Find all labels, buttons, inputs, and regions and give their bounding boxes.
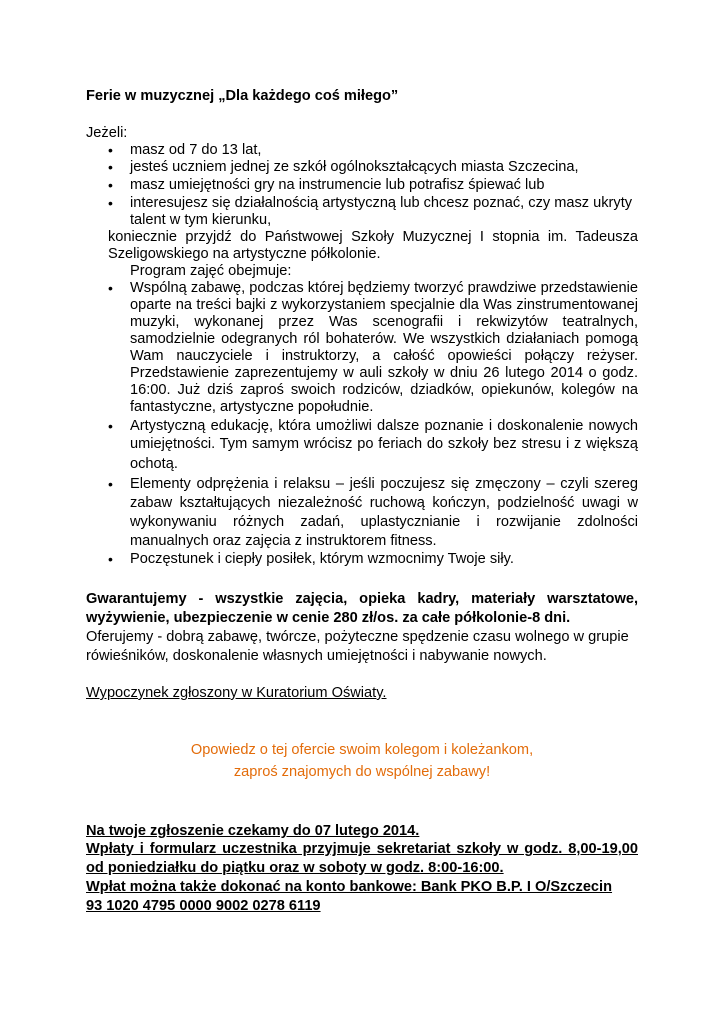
bullet-icon: • <box>108 195 113 211</box>
condition-item: jesteś uczniem jednej ze szkół ogólnokształcących miasta Szczecina, <box>130 159 579 175</box>
invitation-line: koniecznie przyjdź do Państwowej Szkoły Muzycznej I stopnia im. Tadeusza <box>108 229 638 245</box>
program-item-line: oparte na treści bajki z wykorzystaniem specjalnie dla Was zinstrumentowanej <box>130 297 638 313</box>
bullet-icon: • <box>108 476 113 492</box>
program-item-line: Poczęstunek i ciepły posiłek, którym wzmocnimy Twoje siły. <box>130 551 514 567</box>
intro-label: Jeżeli: <box>86 125 128 141</box>
callout-line: Opowiedz o tej ofercie swoim kolegom i koleżankom, <box>190 742 534 758</box>
invitation-line: Szeligowskiego na artystyczne półkolonie. <box>108 246 381 262</box>
offer-line: Oferujemy - dobrą zabawę, twórcze, pożyteczne spędzenie czasu wolnego w grupie <box>86 629 629 645</box>
program-item-line: samodzielnie odegranych ról bohaterów. We wszystkich działaniach pomogą <box>130 331 638 347</box>
program-item-line: manualnych oraz zajęcia z instruktorem fitness. <box>130 533 437 549</box>
program-item-line: Wspólną zabawę, podczas której będziemy tworzyć prawdziwe przedstawienie <box>130 280 638 296</box>
program-heading: Program zajęć obejmuje: <box>130 263 292 279</box>
program-item-line: Wam nauczyciele i instruktorzy, a całość opowieści połączy reżyser. <box>130 348 638 364</box>
program-item-line: 16:00. Już dziś zaproś swoich rodziców, dziadków, opiekunów, kolegów na <box>130 382 638 398</box>
program-item-line: muzyki, wykonanej przez Was scenografii i rekwizytów teatralnych, <box>130 314 638 330</box>
program-item-line: wykonywaniu różnych zadań, uplastycznianie i rozwijanie zdolności <box>130 514 638 530</box>
bullet-icon: • <box>108 159 113 175</box>
registration-line: od poniedziałku do piątku oraz w soboty w godz. 8:00-16:00. <box>86 860 504 876</box>
registration-line: Wpłaty i formularz uczestnika przyjmuje sekretariat szkoły w godz. 8,00-19,00 <box>86 841 638 857</box>
kuratorium-note: Wypoczynek zgłoszony w Kuratorium Oświaty. <box>86 685 387 701</box>
condition-item-continued: talent w tym kierunku, <box>130 212 272 228</box>
bullet-icon: • <box>108 418 113 434</box>
guarantee-line: Gwarantujemy - wszystkie zajęcia, opieka kadry, materiały warsztatowe, <box>86 591 638 607</box>
registration-line: Wpłat można także dokonać na konto bankowe: Bank PKO B.P. I O/Szczecin <box>86 879 613 895</box>
bank-account-number: 93 1020 4795 0000 9002 0278 6119 <box>86 898 321 914</box>
program-item-line: umiejętności. Tym samym wrócisz po feriach do szkoły bez stresu i z większą <box>130 436 638 452</box>
condition-item: masz umiejętności gry na instrumencie lub potrafisz śpiewać lub <box>130 177 545 193</box>
bullet-icon: • <box>108 177 113 193</box>
program-item-line: ochotą. <box>130 456 178 472</box>
program-item-line: Elementy odprężenia i relaksu – jeśli poczujesz się zmęczony – czyli szereg <box>130 476 638 492</box>
program-item-line: Artystyczną edukację, która umożliwi dalsze poznanie i doskonalenie nowych <box>130 418 638 434</box>
guarantee-line: wyżywienie, ubezpieczenie w cenie 280 zł/os. za całe półkolonie-8 dni. <box>86 610 571 626</box>
document-title: Ferie w muzycznej „Dla każdego coś miłego” <box>86 88 399 104</box>
bullet-icon: • <box>108 142 113 158</box>
callout-line: zaproś znajomych do wspólnej zabawy! <box>233 764 491 780</box>
program-item-line: Przedstawienie zaprezentujemy w auli szkoły w dniu 26 lutego 2014 o godz. <box>130 365 638 381</box>
condition-item: masz od 7 do 13 lat, <box>130 142 262 158</box>
offer-line: rówieśników, doskonalenie własnych umiejętności i nabywanie nowych. <box>86 648 547 664</box>
bullet-icon: • <box>108 551 113 567</box>
program-item-line: zabaw kształtujących niezależność ruchową kończyn, podzielność uwagi w <box>130 495 638 511</box>
bullet-icon: • <box>108 280 113 296</box>
registration-deadline: Na twoje zgłoszenie czekamy do 07 lutego 2014. <box>86 823 420 839</box>
condition-item: interesujesz się działalnością artystyczną lub chcesz poznać, czy masz ukryty <box>130 195 633 211</box>
program-item-line: fantastyczne, artystyczne popołudnie. <box>130 399 374 415</box>
